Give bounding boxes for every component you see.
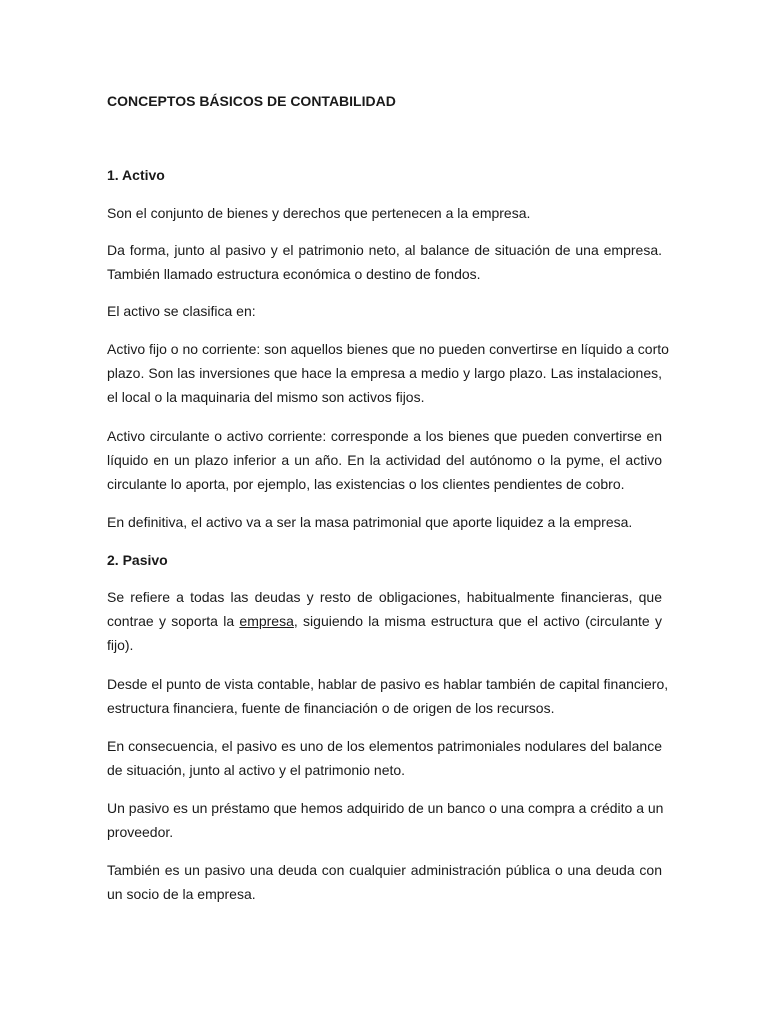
text-line: El activo se clasifica en: bbox=[107, 303, 256, 319]
paragraph bbox=[107, 201, 662, 225]
text-line: proveedor. bbox=[107, 824, 174, 840]
text-line: También llamado estructura económica o destino de fondos. bbox=[107, 266, 481, 282]
text-line: un socio de la empresa. bbox=[107, 886, 256, 902]
text-line: el local o la maquinaria del mismo son activos fijos. bbox=[107, 389, 425, 405]
text-line: También es un pasivo una deuda con cualquier administración pública o una deuda con bbox=[107, 862, 662, 878]
section-heading-activo: 1. Activo bbox=[107, 167, 165, 183]
section-heading-pasivo: 2. Pasivo bbox=[107, 552, 168, 568]
empresa-link[interactable]: empresa bbox=[239, 613, 294, 629]
paragraph bbox=[107, 672, 669, 720]
text-line: En definitiva, el activo va a ser la masa patrimonial que aporte liquidez a la empresa. bbox=[107, 514, 633, 530]
text-line: estructura financiera, fuente de financiación o de origen de los recursos. bbox=[107, 700, 555, 716]
paragraph bbox=[107, 424, 662, 496]
paragraph bbox=[107, 858, 662, 906]
text-fragment: contrae y soporta la bbox=[107, 613, 240, 629]
paragraph bbox=[107, 510, 662, 534]
text-line: Activo fijo o no corriente: son aquellos bienes que no pueden convertirse en líquido a corto bbox=[107, 341, 669, 357]
text-line: circulante lo aporta, por ejemplo, las existencias o los clientes pendientes de cobro. bbox=[107, 476, 625, 492]
text-line: Desde el punto de vista contable, hablar de pasivo es hablar también de capital financiero, bbox=[107, 676, 669, 692]
paragraph bbox=[107, 238, 662, 286]
paragraph bbox=[107, 337, 669, 409]
text-line: plazo. Son las inversiones que hace la empresa a medio y largo plazo. Las instalaciones, bbox=[107, 365, 662, 381]
text-line bbox=[107, 609, 662, 633]
paragraph bbox=[107, 299, 662, 323]
text-line: fijo). bbox=[107, 637, 134, 653]
text-line: Un pasivo es un préstamo que hemos adquirido de un banco o una compra a crédito a un bbox=[107, 800, 664, 816]
text-line: En consecuencia, el pasivo es uno de los elementos patrimoniales nodulares del balance bbox=[107, 738, 662, 754]
text-line: de situación, junto al activo y el patrimonio neto. bbox=[107, 762, 406, 778]
text-line: Da forma, junto al pasivo y el patrimonio neto, al balance de situación de una empresa. bbox=[107, 242, 662, 258]
text-line: Activo circulante o activo corriente: corresponde a los bienes que pueden convertirse en bbox=[107, 428, 662, 444]
paragraph bbox=[107, 796, 662, 844]
document-title: CONCEPTOS BÁSICOS DE CONTABILIDAD bbox=[107, 93, 396, 109]
paragraph bbox=[107, 585, 662, 657]
paragraph bbox=[107, 734, 662, 782]
text-fragment: , siguiendo la misma estructura que el activo (circulante y bbox=[293, 613, 662, 629]
text-line: Son el conjunto de bienes y derechos que pertenecen a la empresa. bbox=[107, 205, 531, 221]
text-line: Se refiere a todas las deudas y resto de obligaciones, habitualmente financieras, que bbox=[107, 589, 662, 605]
text-line: líquido en un plazo inferior a un año. En la actividad del autónomo o la pyme, el activo bbox=[107, 452, 662, 468]
